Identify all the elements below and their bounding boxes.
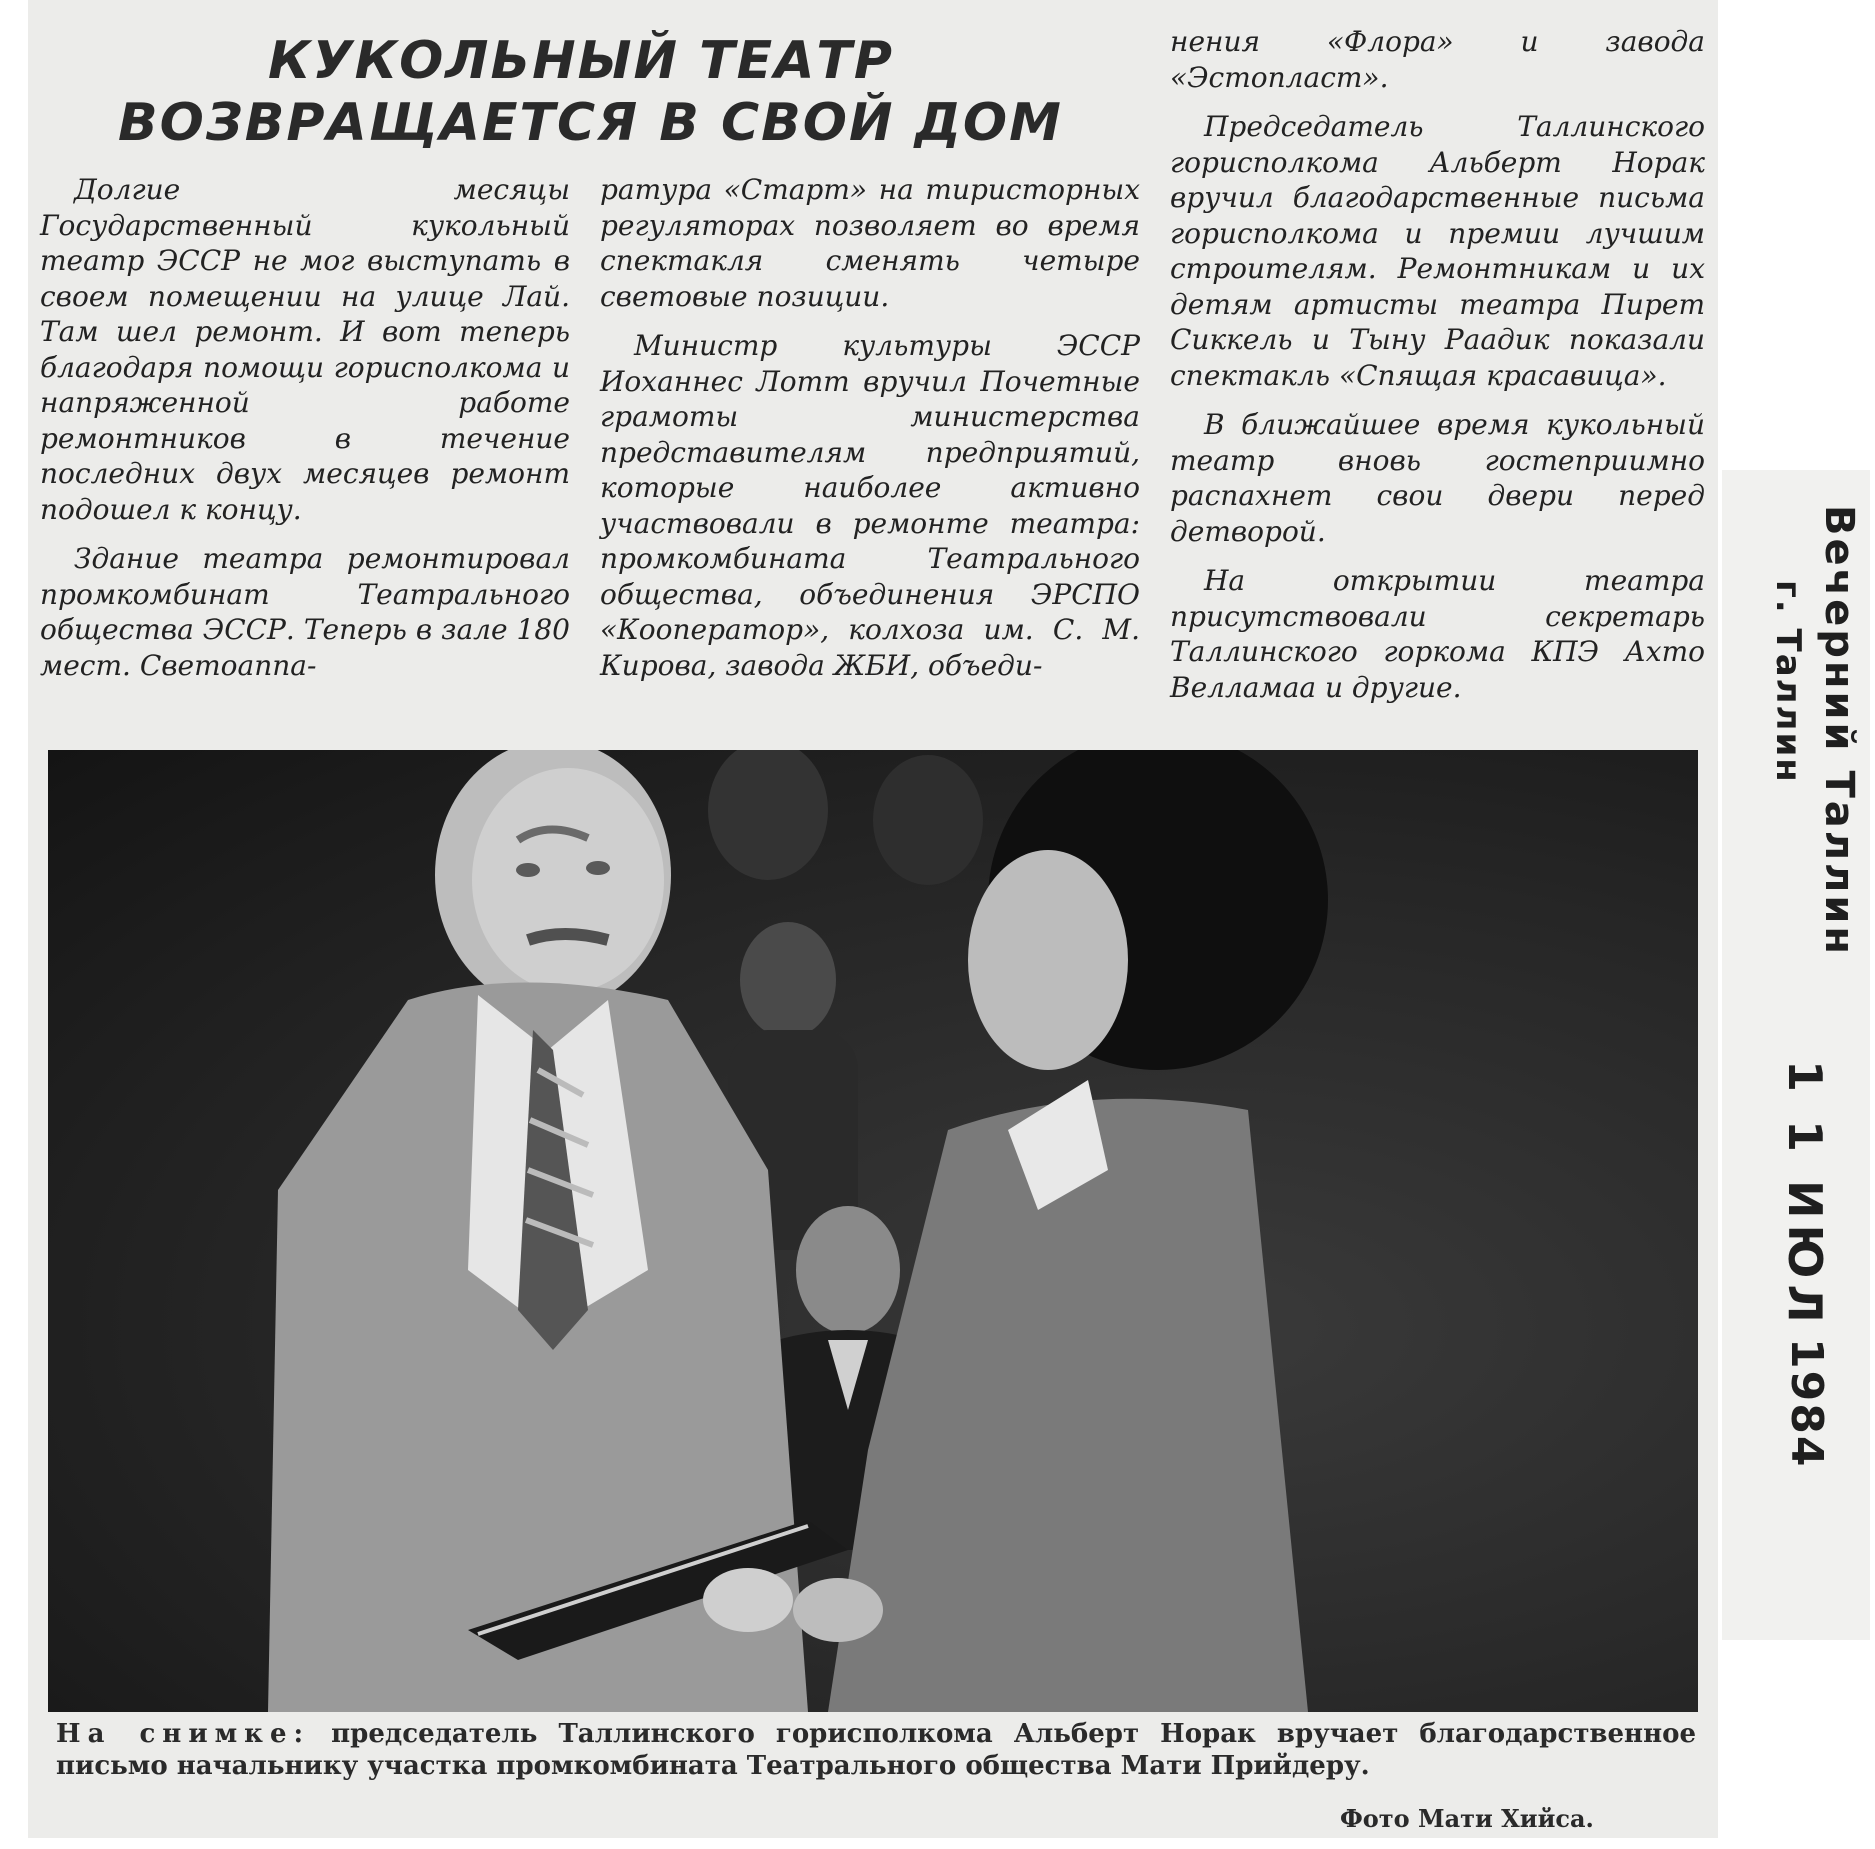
stamp-year: 1984 [1781, 1338, 1832, 1469]
article-column-1 [40, 172, 570, 683]
column-2-paragraph-1: ратура «Старт» на тиристорных регуляторах позволяет во время спектакля сменять четыре световые позиции. [600, 173, 1140, 313]
column-3-paragraph-1: нения «Флора» и завода «Эстопласт». [1170, 25, 1705, 94]
caption-lead: На снимке: [56, 1719, 311, 1749]
article-column-2 [600, 172, 1140, 683]
column-1-paragraph-1: Долгие месяцы Государственный кукольный театр ЭССР не мог выступать в своем помещении на улице Лай. Там шел ремонт. И вот теперь благодаря помощи горисполкома и напряженной работе ремонтников в течение последних двух месяцев ремонт подошел к концу. [40, 173, 570, 526]
column-3-paragraph-4: На открытии театра присутствовали секретарь Таллинского горкома КПЭ Ахто Велламаа и другие. [1170, 564, 1705, 704]
photo-credit: Фото Мати Хийса. [1340, 1804, 1594, 1833]
stamp-newspaper-name: Вечерний Таллин [1816, 505, 1862, 957]
photo-illustration [48, 750, 1698, 1712]
column-1-paragraph-2: Здание театра ремонтировал промкомбинат Театрального общества ЭССР. Теперь в зале 180 мест. Светоаппа- [40, 542, 570, 682]
column-3-paragraph-2: Председатель Таллинского горисполкома Альберт Норак вручил благодарственные письма горисполкома и премии лучшим строителям. Ремонтникам и их детям артисты театра Пирет Сиккель и Тыну Раадик показали спектакль «Спящая красавица». [1170, 110, 1705, 392]
headline-line-1: КУКОЛЬНЫЙ ТЕАТР [268, 31, 894, 91]
stamp-date: 1 1 ИЮЛ [1778, 1060, 1832, 1329]
photo-caption [56, 1718, 1696, 1782]
column-2-paragraph-2: Министр культуры ЭССР Иоханнес Лотт вручил Почетные грамоты министерства представителям предприятий, которые наиболее активно участвовали в ремонте театра: промкомбината Театрального общества, объединения ЭРСПО «Кооператор», колхоза им. С. М. Кирова, завода ЖБИ, объеди- [600, 329, 1140, 682]
article-column-3 [1170, 24, 1705, 705]
caption-text: председатель Таллинского горисполкома Альберт Норак вручает благодарственное письмо начальнику участка промкомбината Театрального общества Мати Прийдеру. [56, 1719, 1696, 1781]
headline-line-2: ВОЗВРАЩАЕТСЯ В СВОЙ ДОМ [118, 93, 1063, 153]
stamp-city: г. Таллин [1768, 580, 1808, 784]
article-headline [118, 30, 1118, 154]
column-3-paragraph-3: В ближайшее время кукольный театр вновь гостеприимно распахнет свои двери перед детворой. [1170, 408, 1705, 548]
article-photo [48, 750, 1698, 1712]
